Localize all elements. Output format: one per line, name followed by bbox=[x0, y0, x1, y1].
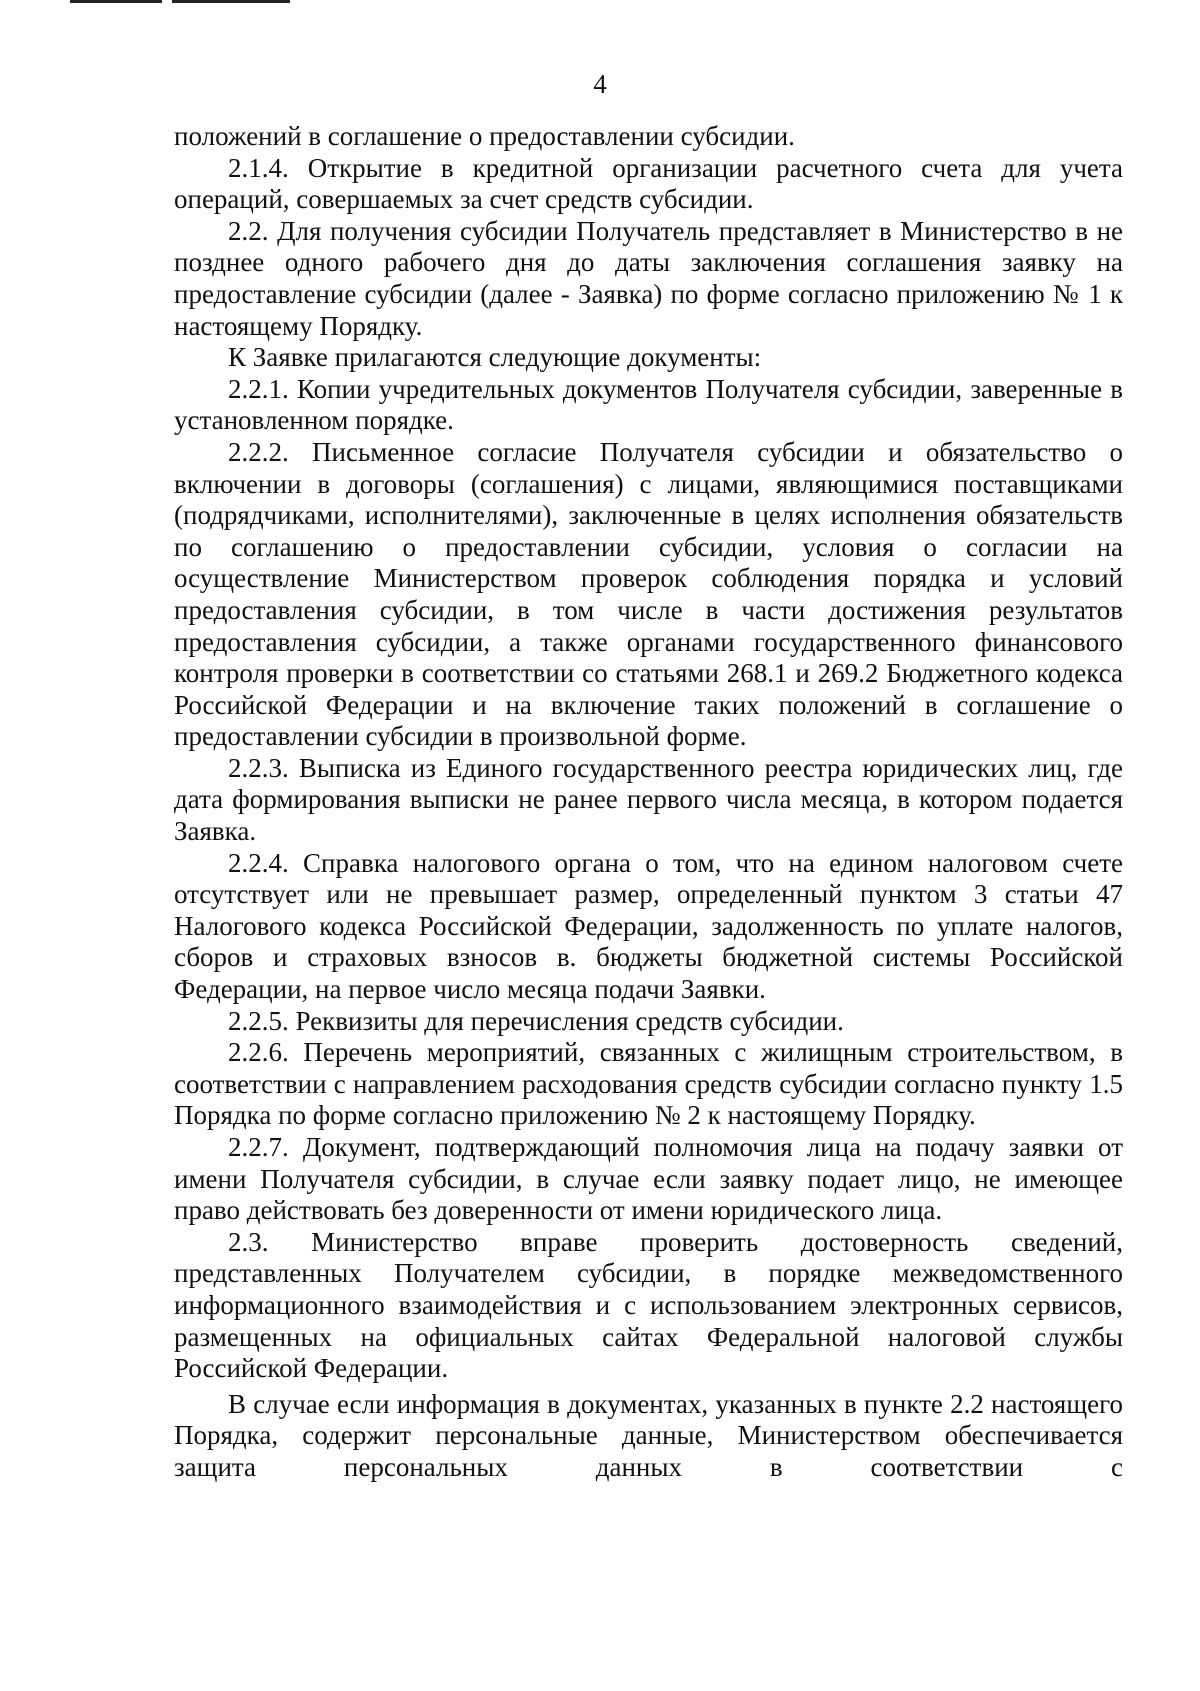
paragraph-2-2-2: 2.2.2. Письменное согласие Получателя субсидии и обязательство о включении в договоры (соглашения) с лицами, являющимися поставщиками (подрядчиками, исполнителями), заключенные в целях исполнения обязательств по соглашению о предоставлении субсидии, условия о согласии на осуществление Министерством проверок соблюдения порядка и условий предоставления субсидии, в том числе в части достижения результатов предоставления субсидии, а также органами государственного финансового контроля проверки в соответствии со статьями 268.1 и 269.2 Бюджетного кодекса Российской Федерации и на включение таких положений в соглашение о предоставлении субсидии в произвольной форме. bbox=[174, 436, 1123, 752]
paragraph-continuation: положений в соглашение о предоставлении субсидии. bbox=[174, 121, 795, 151]
scan-artifact-line bbox=[172, 0, 290, 3]
paragraph-2-1-4: 2.1.4. Открытие в кредитной организации расчетного счета для учета операций, совершаемых за счет средств субсидии. bbox=[174, 152, 1123, 215]
paragraph-2-2-1: 2.2.1. Копии учредительных документов Получателя субсидии, заверенные в установленном порядке. bbox=[174, 373, 1123, 436]
page-number: 4 bbox=[593, 69, 607, 99]
paragraph-2-2-4: 2.2.4. Справка налогового органа о том, что на едином налоговом счете отсутствует или не превышает размер, определенный пунктом 3 статьи 47 Налогового кодекса Российской Федерации, задолженность по уплате налогов, сборов и страховых взносов в. бюджеты бюджетной системы Российской Федерации, на первое число месяца подачи Заявки. bbox=[174, 847, 1123, 1005]
document-body bbox=[174, 121, 1123, 1484]
paragraph-2-2-7: 2.2.7. Документ, подтверждающий полномочия лица на подачу заявки от имени Получателя субсидии, в случае если заявку подает лицо, не имеющее право действовать без доверенности от имени юридического лица. bbox=[174, 1132, 1123, 1226]
paragraph-personal-data: В случае если информация в документах, указанных в пункте 2.2 настоящего Порядка, содержит персональные данные, Министерством обеспечивается защита персональных данных в соответствии с bbox=[174, 1388, 1123, 1482]
scan-artifact-line bbox=[70, 0, 162, 3]
paragraph-2-2-3: 2.2.3. Выписка из Единого государственного реестра юридических лиц, где дата формирования выписки не ранее первого числа месяца, в котором подается Заявка. bbox=[174, 752, 1123, 847]
paragraph-2-2-5: 2.2.5. Реквизиты для перечисления средств субсидии. bbox=[228, 1005, 844, 1036]
paragraph-attachments-intro: К Заявке прилагаются следующие документы: bbox=[228, 342, 762, 373]
paragraph-2-2: 2.2. Для получения субсидии Получатель представляет в Министерство в не позднее одного рабочего дня до даты заключения соглашения заявку на предоставление субсидии (далее - Заявка) по форме согласно приложению № 1 к настоящему Порядку. bbox=[174, 215, 1123, 341]
paragraph-2-3: 2.3. Министерство вправе проверить достоверность сведений, представленных Получателем субсидии, в порядке межведомственного информационного взаимодействия и с использованием электронных сервисов, размещенных на официальных сайтах Федеральной налоговой службы Российской Федерации. bbox=[174, 1226, 1123, 1384]
paragraph-2-2-6: 2.2.6. Перечень мероприятий, связанных с жилищным строительством, в соответствии с направлением расходования средств субсидии согласно пункту 1.5 Порядка по форме согласно приложению № 2 к настоящему Порядку. bbox=[174, 1037, 1123, 1131]
